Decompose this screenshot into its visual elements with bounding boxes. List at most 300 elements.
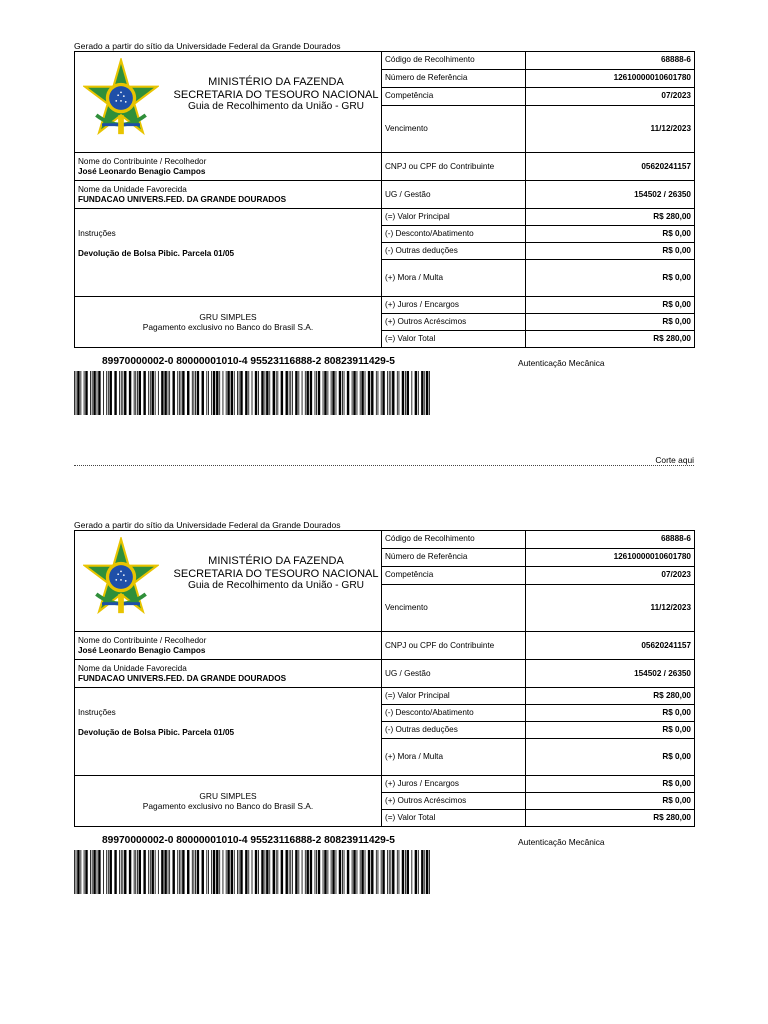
barcode-bar (332, 371, 334, 415)
barcode-bar (360, 850, 361, 894)
ug-label: UG / Gestão (382, 181, 526, 209)
barcode-image (74, 850, 430, 894)
coat-of-arms-icon (83, 537, 159, 619)
barcode-bar (122, 371, 123, 415)
barcode-bar (277, 850, 278, 894)
barcode-bar (352, 371, 353, 415)
barcode-bar (411, 850, 412, 894)
barcode-bar (344, 850, 345, 894)
barcode-bar (415, 850, 417, 894)
barcode-bar (76, 371, 77, 415)
barcode-bar (266, 850, 268, 894)
barcode-bar (426, 371, 428, 415)
barcode-bar (74, 371, 75, 415)
barcode-bar (182, 850, 184, 894)
barcode-bar (305, 850, 306, 894)
barcode-bar (152, 371, 154, 415)
amount-value: R$ 0,00 (526, 226, 695, 243)
barcode-bar (429, 850, 430, 894)
barcode-bar (261, 371, 263, 415)
barcode-bar (339, 371, 341, 415)
barcode-bar (360, 371, 361, 415)
barcode-bar (421, 850, 423, 894)
barcode-bar (397, 371, 398, 415)
coat-of-arms-icon (83, 58, 159, 140)
barcode-bar (92, 850, 93, 894)
vencimento-value: 11/12/2023 (526, 105, 695, 152)
barcode-bar (85, 371, 87, 415)
barcode-bar (172, 371, 174, 415)
barcode-bar (168, 371, 169, 415)
barcode-bar (381, 850, 382, 894)
codigo-value: 68888-6 (526, 531, 695, 549)
barcode-bar (161, 850, 163, 894)
barcode-bar (161, 371, 163, 415)
barcode-block (74, 356, 514, 415)
unidade-label: Nome da Unidade Favorecida (78, 663, 187, 673)
barcode-bar (211, 371, 212, 415)
barcode-bar (114, 850, 116, 894)
barcode-bar (397, 850, 398, 894)
gru-simples-cell (75, 776, 382, 827)
barcode-bar (327, 850, 328, 894)
barcode-bar (206, 371, 207, 415)
ug-value: 154502 / 26350 (526, 181, 695, 209)
vencimento-label: Vencimento (382, 584, 526, 631)
unidade-label: Nome da Unidade Favorecida (78, 184, 187, 194)
barcode-bar (390, 371, 391, 415)
barcode-image (74, 371, 430, 415)
amount-label: (+) Mora / Multa (382, 739, 526, 776)
ministry-name: MINISTÉRIO DA FAZENDA (208, 555, 344, 567)
barcode-bar (331, 850, 332, 894)
barcode-bar (169, 850, 170, 894)
barcode-bar (148, 371, 149, 415)
barcode-bar (121, 850, 122, 894)
instrucoes-cell (75, 688, 382, 776)
barcode-bar (273, 850, 275, 894)
barcode-bar (187, 371, 189, 415)
barcode-bar (129, 850, 131, 894)
barcode-bar (97, 371, 98, 415)
barcode-bar (298, 850, 299, 894)
barcode-bar (179, 850, 180, 894)
codigo-label: Código de Recolhimento (382, 52, 526, 70)
barcode-bar (295, 371, 297, 415)
codigo-value: 68888-6 (526, 52, 695, 70)
barcode-bar (407, 850, 409, 894)
ug-label: UG / Gestão (382, 660, 526, 688)
vencimento-value: 11/12/2023 (526, 584, 695, 631)
agency-header (75, 52, 382, 153)
barcode-bar (365, 371, 366, 415)
pagamento-note: Pagamento exclusivo no Banco do Brasil S.A. (142, 322, 314, 332)
barcode-bar (368, 371, 370, 415)
barcode-bar (237, 850, 238, 894)
barcode-bar (226, 371, 227, 415)
barcode-bar (77, 371, 79, 415)
amount-value: R$ 0,00 (526, 739, 695, 776)
barcode-bar (234, 850, 235, 894)
barcode-bar (202, 850, 204, 894)
barcode-bar (195, 371, 196, 415)
barcode-bar (197, 850, 199, 894)
instrucoes-value: Devolução de Bolsa Pibic. Parcela 01/05 (78, 249, 235, 258)
barcode-bar (155, 371, 156, 415)
barcode-bar (84, 850, 85, 894)
barcode-bar (339, 850, 341, 894)
generated-note: Gerado a partir do sítio da Universidade Federal da Grande Dourados (74, 41, 341, 51)
barcode-bar (336, 371, 337, 415)
barcode-bar (302, 850, 303, 894)
barcode-bar (177, 850, 178, 894)
barcode-bar (211, 850, 212, 894)
barcode-bar (237, 371, 238, 415)
agency-title (173, 555, 379, 593)
competencia-value: 07/2023 (526, 87, 695, 105)
amount-value: R$ 280,00 (526, 209, 695, 226)
barcode-bar (347, 371, 349, 415)
amount-label: (-) Desconto/Abatimento (382, 226, 526, 243)
barcode-bar (315, 371, 316, 415)
barcode-bar (129, 371, 131, 415)
barcode-bar (302, 371, 303, 415)
amount-value: R$ 0,00 (526, 793, 695, 810)
barcode-bar (192, 371, 193, 415)
barcode-bar (119, 850, 120, 894)
barcode-bar (240, 850, 242, 894)
barcode-bar (402, 371, 404, 415)
barcode-bar (415, 371, 417, 415)
barcode-bar (353, 850, 355, 894)
referencia-value: 12610000010601780 (526, 69, 695, 87)
barcode-bar (318, 850, 320, 894)
codigo-label: Código de Recolhimento (382, 531, 526, 549)
referencia-label: Número de Referência (382, 69, 526, 87)
barcode-bar (323, 371, 324, 415)
contribuinte-value: José Leonardo Benagio Campos (78, 166, 206, 176)
barcode-bar (84, 371, 85, 415)
barcode-bar (192, 850, 193, 894)
barcode-bar (376, 850, 377, 894)
barcode-bar (269, 371, 270, 415)
barcode-bar (121, 371, 122, 415)
barcode-bar (276, 850, 277, 894)
cnpj-value: 05620241157 (526, 153, 695, 181)
barcode-bar (344, 371, 345, 415)
barcode-bar (155, 850, 156, 894)
barcode-bar (223, 850, 224, 894)
barcode-bar (336, 850, 337, 894)
barcode-bar (389, 371, 390, 415)
amount-value: R$ 0,00 (526, 297, 695, 314)
barcode-bar (310, 850, 312, 894)
amount-label: (=) Valor Principal (382, 688, 526, 705)
gru-simples-label: GRU SIMPLES (199, 312, 257, 322)
barcode-bar (324, 371, 326, 415)
amount-label: (=) Valor Total (382, 331, 526, 348)
barcode-bar (289, 371, 290, 415)
barcode-bar (164, 850, 166, 894)
barcode-bar (252, 371, 253, 415)
barcode-bar (295, 850, 297, 894)
barcode-bar (387, 850, 388, 894)
barcode-bar (261, 850, 263, 894)
barcode-bar (357, 850, 358, 894)
barcode-bar (357, 371, 358, 415)
amount-label: (+) Outros Acréscimos (382, 793, 526, 810)
barcode-bar (143, 850, 145, 894)
barcode-bar (399, 850, 400, 894)
barcode-bar (281, 850, 283, 894)
barcode-bar (195, 850, 196, 894)
amount-value: R$ 0,00 (526, 314, 695, 331)
amount-label: (-) Outras deduções (382, 722, 526, 739)
amount-value: R$ 0,00 (526, 776, 695, 793)
barcode-bar (248, 850, 249, 894)
barcode-bar (292, 371, 293, 415)
barcode-bar (187, 850, 189, 894)
barcode-bar (90, 371, 91, 415)
barcode-bar (371, 371, 373, 415)
barcode-bar (318, 371, 320, 415)
amount-label: (=) Valor Principal (382, 209, 526, 226)
barcode-bar (74, 850, 75, 894)
unidade-cell (75, 660, 382, 688)
barcode-bar (421, 371, 423, 415)
barcode-bar (226, 850, 227, 894)
corte-label: Corte aqui (655, 455, 694, 465)
unidade-value: FUNDACAO UNIVERS.FED. DA GRANDE DOURADOS (78, 194, 287, 204)
contribuinte-label: Nome do Contribuinte / Recolhedor (78, 156, 207, 166)
barcode-bar (390, 850, 391, 894)
barcode-bar (376, 371, 377, 415)
barcode-bar (85, 850, 87, 894)
barcode-bar (239, 371, 240, 415)
barcode-bar (418, 850, 419, 894)
barcode-bar (407, 371, 409, 415)
instrucoes-label: Instruções (78, 708, 116, 717)
barcode-bar (392, 371, 394, 415)
barcode-bar (164, 371, 166, 415)
amount-value: R$ 280,00 (526, 810, 695, 827)
referencia-label: Número de Referência (382, 548, 526, 566)
contribuinte-label: Nome do Contribuinte / Recolhedor (78, 635, 207, 645)
barcode-bar (310, 371, 312, 415)
amount-label: (-) Outras deduções (382, 243, 526, 260)
barcode-bar (93, 371, 95, 415)
barcode-bar (258, 850, 259, 894)
barcode-bar (240, 371, 242, 415)
agency-title (173, 76, 379, 114)
barcode-bar (323, 850, 324, 894)
barcode-bar (389, 850, 390, 894)
barcode-bar (361, 371, 363, 415)
barcode-bar (108, 371, 109, 415)
generated-note: Gerado a partir do sítio da Universidade Federal da Grande Dourados (74, 520, 341, 530)
barcode-bar (273, 371, 275, 415)
unidade-value: FUNDACAO UNIVERS.FED. DA GRANDE DOURADOS (78, 673, 287, 683)
pagamento-note: Pagamento exclusivo no Banco do Brasil S.A. (142, 801, 314, 811)
barcode-bar (143, 371, 145, 415)
barcode-bar (382, 371, 384, 415)
barcode-bar (378, 371, 379, 415)
barcode-bar (152, 850, 154, 894)
amount-value: R$ 0,00 (526, 260, 695, 297)
barcode-bar (213, 850, 215, 894)
barcode-bar (216, 850, 218, 894)
barcode-bar (169, 371, 170, 415)
barcode-bar (227, 850, 229, 894)
barcode-bar (124, 371, 126, 415)
barcode-bar (76, 850, 77, 894)
barcode-bar (411, 371, 412, 415)
barcode-bar (219, 850, 220, 894)
barcode-digits: 89970000002-0 80000001010-4 95523116888-2 80823911429-5 (102, 356, 395, 367)
barcode-bar (276, 371, 277, 415)
barcode-bar (181, 371, 182, 415)
barcode-bar (139, 850, 141, 894)
barcode-bar (392, 850, 394, 894)
barcode-bar (223, 371, 224, 415)
barcode-bar (281, 371, 283, 415)
barcode-bar (77, 850, 79, 894)
barcode-bar (424, 850, 425, 894)
barcode-bar (139, 371, 141, 415)
amount-value: R$ 0,00 (526, 705, 695, 722)
barcode-bar (306, 850, 308, 894)
barcode-bar (193, 850, 194, 894)
barcode-bar (103, 371, 104, 415)
barcode-bar (315, 850, 316, 894)
gru-table (74, 51, 695, 348)
barcode-bar (208, 371, 209, 415)
barcode-bar (124, 850, 126, 894)
barcode-bar (80, 850, 81, 894)
barcode-bar (265, 371, 266, 415)
barcode-bar (181, 850, 182, 894)
barcode-bar (135, 850, 136, 894)
barcode-bar (227, 371, 229, 415)
barcode-bar (382, 850, 384, 894)
secretariat-name: SECRETARIA DO TESOURO NACIONAL (173, 88, 379, 101)
barcode-bar (352, 850, 353, 894)
document-name: Guia de Recolhimento da União - GRU (187, 580, 365, 591)
barcode-bar (316, 850, 317, 894)
barcode-bar (252, 850, 253, 894)
barcode-bar (327, 371, 328, 415)
barcode-digits: 89970000002-0 80000001010-4 95523116888-2 80823911429-5 (102, 835, 395, 846)
barcode-bar (258, 371, 259, 415)
barcode-bar (231, 371, 233, 415)
amount-value: R$ 280,00 (526, 688, 695, 705)
barcode-bar (290, 850, 291, 894)
barcode-bar (368, 850, 370, 894)
instrucoes-cell (75, 209, 382, 297)
barcode-bar (289, 850, 290, 894)
barcode-bar (265, 850, 266, 894)
barcode-bar (216, 371, 218, 415)
barcode-bar (353, 371, 355, 415)
barcode-bar (119, 371, 120, 415)
barcode-bar (179, 371, 180, 415)
barcode-bar (245, 850, 247, 894)
barcode-block (74, 835, 514, 894)
barcode-bar (92, 371, 93, 415)
barcode-bar (219, 371, 220, 415)
barcode-bar (342, 850, 343, 894)
amount-label: (+) Juros / Encargos (382, 776, 526, 793)
competencia-value: 07/2023 (526, 566, 695, 584)
barcode-bar (106, 850, 107, 894)
barcode-bar (245, 371, 247, 415)
competencia-label: Competência (382, 566, 526, 584)
barcode-bar (292, 850, 293, 894)
barcode-bar (316, 371, 317, 415)
barcode-bar (426, 850, 428, 894)
cnpj-label: CNPJ ou CPF do Contribuinte (382, 153, 526, 181)
barcode-bar (342, 371, 343, 415)
barcode-bar (402, 850, 404, 894)
barcode-bar (202, 371, 204, 415)
barcode-bar (197, 371, 199, 415)
barcode-bar (114, 371, 116, 415)
barcode-bar (405, 850, 406, 894)
barcode-bar (158, 371, 159, 415)
barcode-bar (286, 371, 288, 415)
barcode-bar (324, 850, 326, 894)
instrucoes-value: Devolução de Bolsa Pibic. Parcela 01/05 (78, 728, 235, 737)
barcode-bar (418, 371, 419, 415)
gru-slip-top (74, 41, 694, 368)
barcode-bar (424, 371, 425, 415)
cnpj-label: CNPJ ou CPF do Contribuinte (382, 632, 526, 660)
barcode-bar (331, 371, 332, 415)
gru-simples-cell (75, 297, 382, 348)
amount-label: (-) Desconto/Abatimento (382, 705, 526, 722)
barcode-bar (290, 371, 291, 415)
amount-value: R$ 280,00 (526, 331, 695, 348)
barcode-bar (122, 850, 123, 894)
cut-line (74, 465, 694, 466)
barcode-bar (429, 371, 430, 415)
barcode-bar (378, 850, 379, 894)
barcode-bar (93, 850, 95, 894)
barcode-bar (90, 850, 91, 894)
cnpj-value: 05620241157 (526, 632, 695, 660)
amount-label: (+) Juros / Encargos (382, 297, 526, 314)
barcode-bar (134, 850, 135, 894)
gru-table (74, 530, 695, 827)
amount-value: R$ 0,00 (526, 722, 695, 739)
barcode-bar (371, 850, 373, 894)
barcode-bar (269, 850, 270, 894)
agency-header (75, 531, 382, 632)
barcode-bar (255, 850, 257, 894)
barcode-bar (347, 850, 349, 894)
contribuinte-cell (75, 153, 382, 181)
barcode-bar (305, 371, 306, 415)
barcode-bar (108, 850, 109, 894)
referencia-value: 12610000010601780 (526, 548, 695, 566)
contribuinte-value: José Leonardo Benagio Campos (78, 645, 206, 655)
barcode-bar (80, 371, 81, 415)
barcode-bar (286, 850, 288, 894)
amount-label: (+) Outros Acréscimos (382, 314, 526, 331)
competencia-label: Competência (382, 87, 526, 105)
barcode-bar (150, 850, 151, 894)
barcode-bar (106, 371, 107, 415)
